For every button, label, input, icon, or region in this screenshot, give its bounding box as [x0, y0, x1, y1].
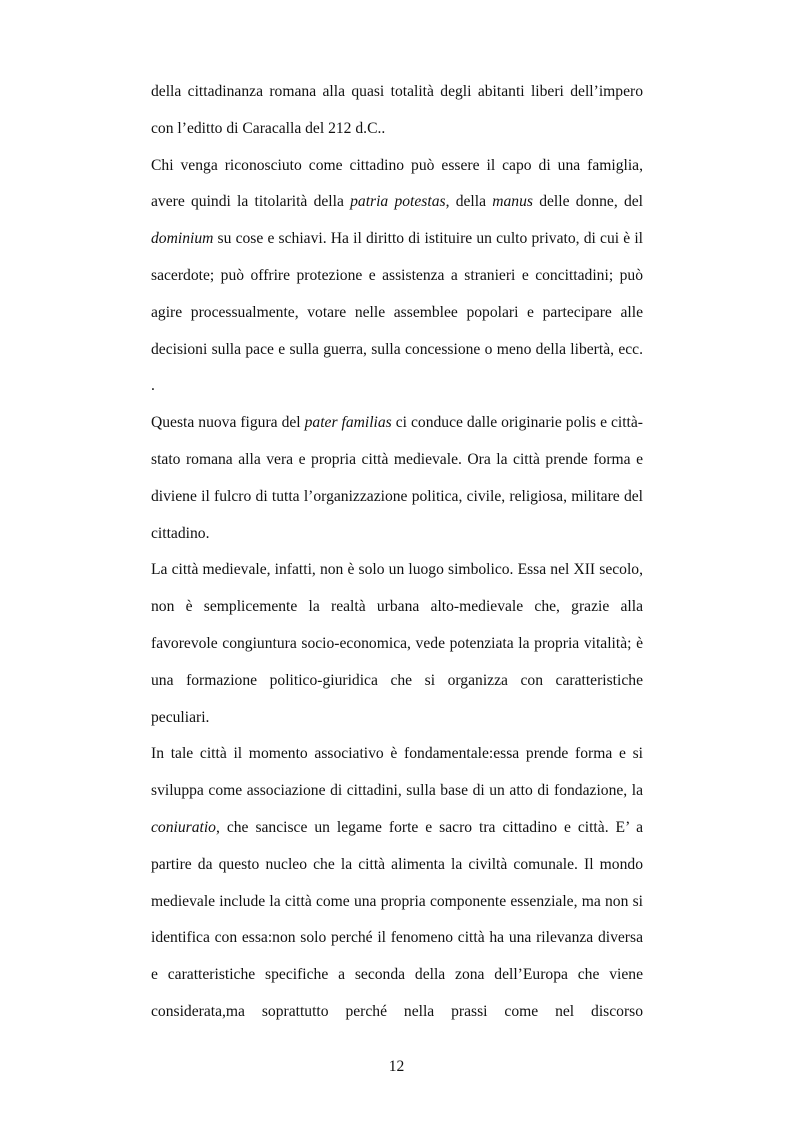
- paragraph-5-text-1: In tale città il momento associativo è fondamentale:essa prende forma e si sviluppa come associazione di cittadini, sulla base di un atto di fondazione, la: [151, 745, 643, 800]
- paragraph-5: [151, 736, 643, 1030]
- paragraph-3: [151, 405, 643, 552]
- paragraph-1: [151, 74, 643, 148]
- paragraph-2: [151, 148, 643, 406]
- document-body: [151, 74, 643, 1031]
- term-manus: manus: [492, 193, 533, 211]
- paragraph-2-text-2: , della: [445, 193, 493, 211]
- paragraph-5-text-2: , che sancisce un legame forte e sacro tra cittadino e città. E’ a partire da questo nucleo che la città alimenta la civiltà comunale. Il mondo medievale include la città come una propria componente essenziale, ma non si identifica con essa:non solo perché il fenomeno città ha una rilevanza diversa e caratteristiche specifiche a seconda della zona dell’Europa che viene considerata,ma soprattutto perché nella prassi come nel discorso: [151, 818, 643, 1020]
- paragraph-2-text-1: Chi venga riconosciuto come cittadino può essere il capo di una famiglia, avere quindi la titolarità della: [151, 156, 643, 211]
- paragraph-3-text-2: ci conduce dalle originarie polis e città-stato romana alla vera e propria città medievale. Ora la città prende forma e diviene il fulcro di tutta l’organizzazione politica, civile, religiosa, militare del cittadino.: [151, 414, 643, 542]
- term-pater-familias: pater familias: [304, 414, 392, 432]
- paragraph-1-text: della cittadinanza romana alla quasi totalità degli abitanti liberi dell’impero con l’editto di Caracalla del 212 d.C..: [151, 83, 643, 137]
- term-patria-potestas: patria potestas: [350, 193, 446, 211]
- term-coniuratio: coniuratio: [151, 818, 216, 836]
- paragraph-2-text-3: delle donne, del: [532, 193, 644, 211]
- paragraph-4-text: La città medievale, infatti, non è solo un luogo simbolico. Essa nel XII secolo, non è semplicemente la realtà urbana alto-medievale che, grazie alla favorevole congiuntura socio-economica, vede potenziata la propria vitalità; è una formazione politico-giuridica che si organizza con caratteristiche peculiari.: [151, 561, 643, 726]
- page-number: 12: [388, 1058, 405, 1075]
- term-dominium: dominium: [151, 230, 214, 248]
- paragraph-4: [151, 552, 643, 736]
- paragraph-2-text-4: su cose e schiavi. Ha il diritto di istituire un culto privato, di cui è il sacerdote; può offrire protezione e assistenza a stranieri e concittadini; può agire processualmente, votare nelle assemblee popolari e partecipare alle decisioni sulla pace e sulla guerra, sulla concessione o meno della libertà, ecc. .: [151, 230, 643, 395]
- paragraph-3-text-1: Questa nuova figura del: [151, 414, 305, 432]
